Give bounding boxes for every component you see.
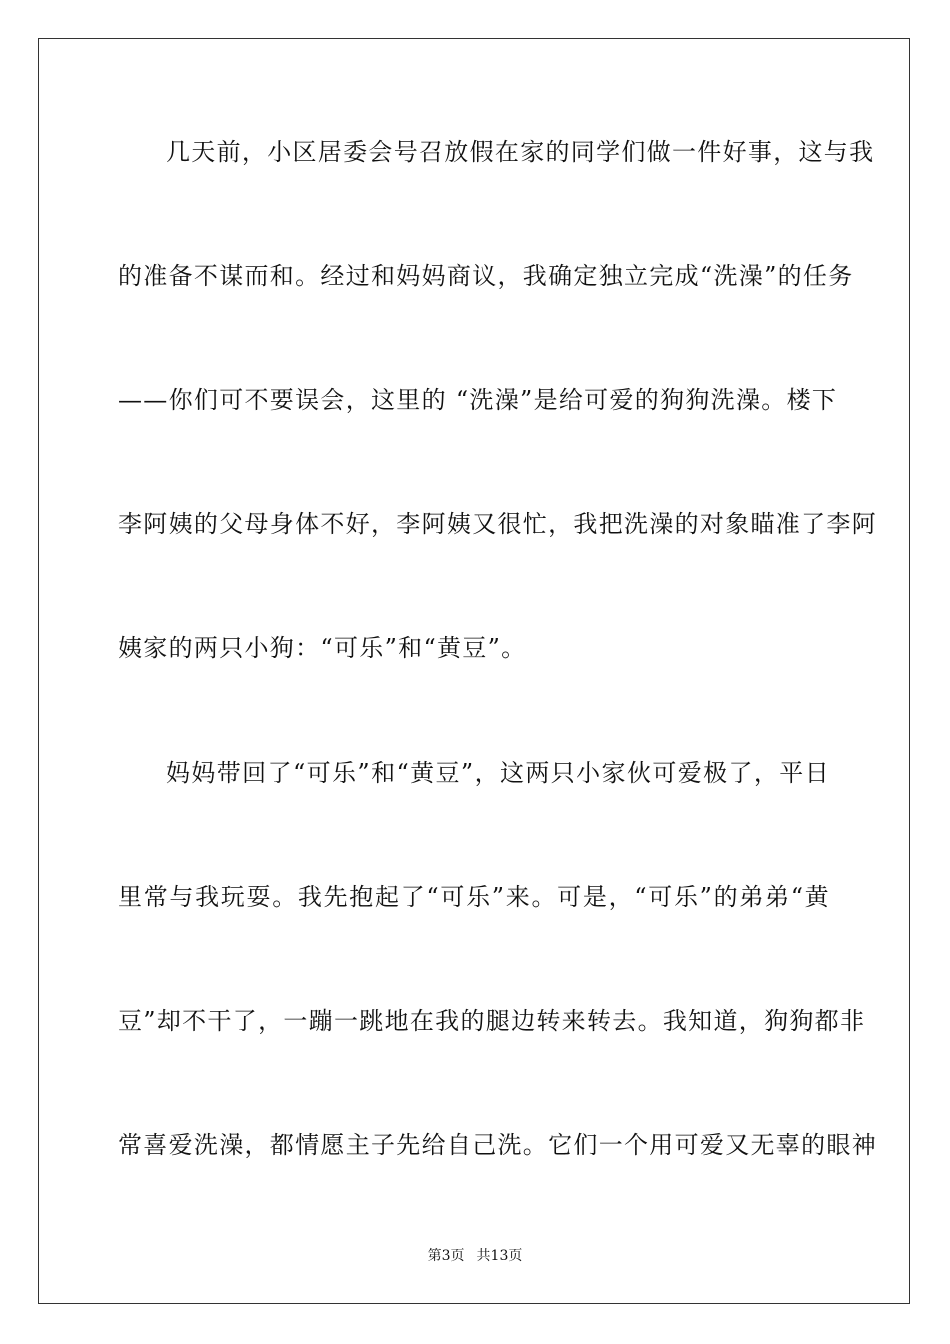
paragraph-2-line-3: 豆”却不干了，一蹦一跳地在我的腿边转来转去。我知道，狗狗都非 xyxy=(118,1007,866,1035)
page-footer xyxy=(0,1246,950,1266)
paragraph-1-line-4: 李阿姨的父母身体不好，李阿姨又很忙，我把洗澡的对象瞄准了李阿 xyxy=(118,510,877,538)
page-border xyxy=(38,38,910,1304)
paragraph-1-line-1: 几天前，小区居委会号召放假在家的同学们做一件好事，这与我 xyxy=(166,138,875,166)
paragraph-2-line-4: 常喜爱洗澡，都情愿主子先给自己洗。它们一个用可爱又无辜的眼神 xyxy=(118,1131,877,1159)
paragraph-2-line-2: 里常与我玩耍。我先抱起了“可乐”来。可是，“可乐”的弟弟“黄 xyxy=(118,883,830,911)
page-total: 共13页 xyxy=(476,1248,523,1264)
paragraph-1-line-2: 的准备不谋而和。经过和妈妈商议，我确定独立完成“洗澡”的任务 xyxy=(118,262,854,290)
page-number: 第3页 xyxy=(427,1248,465,1264)
paragraph-2-line-1: 妈妈带回了“可乐”和“黄豆”，这两只小家伙可爱极了，平日 xyxy=(166,759,830,787)
paragraph-1-line-5: 姨家的两只小狗：“可乐”和“黄豆”。 xyxy=(118,634,527,662)
paragraph-1-line-3: ——你们可不要误会，这里的 “洗澡”是给可爱的狗狗洗澡。楼下 xyxy=(118,386,838,414)
